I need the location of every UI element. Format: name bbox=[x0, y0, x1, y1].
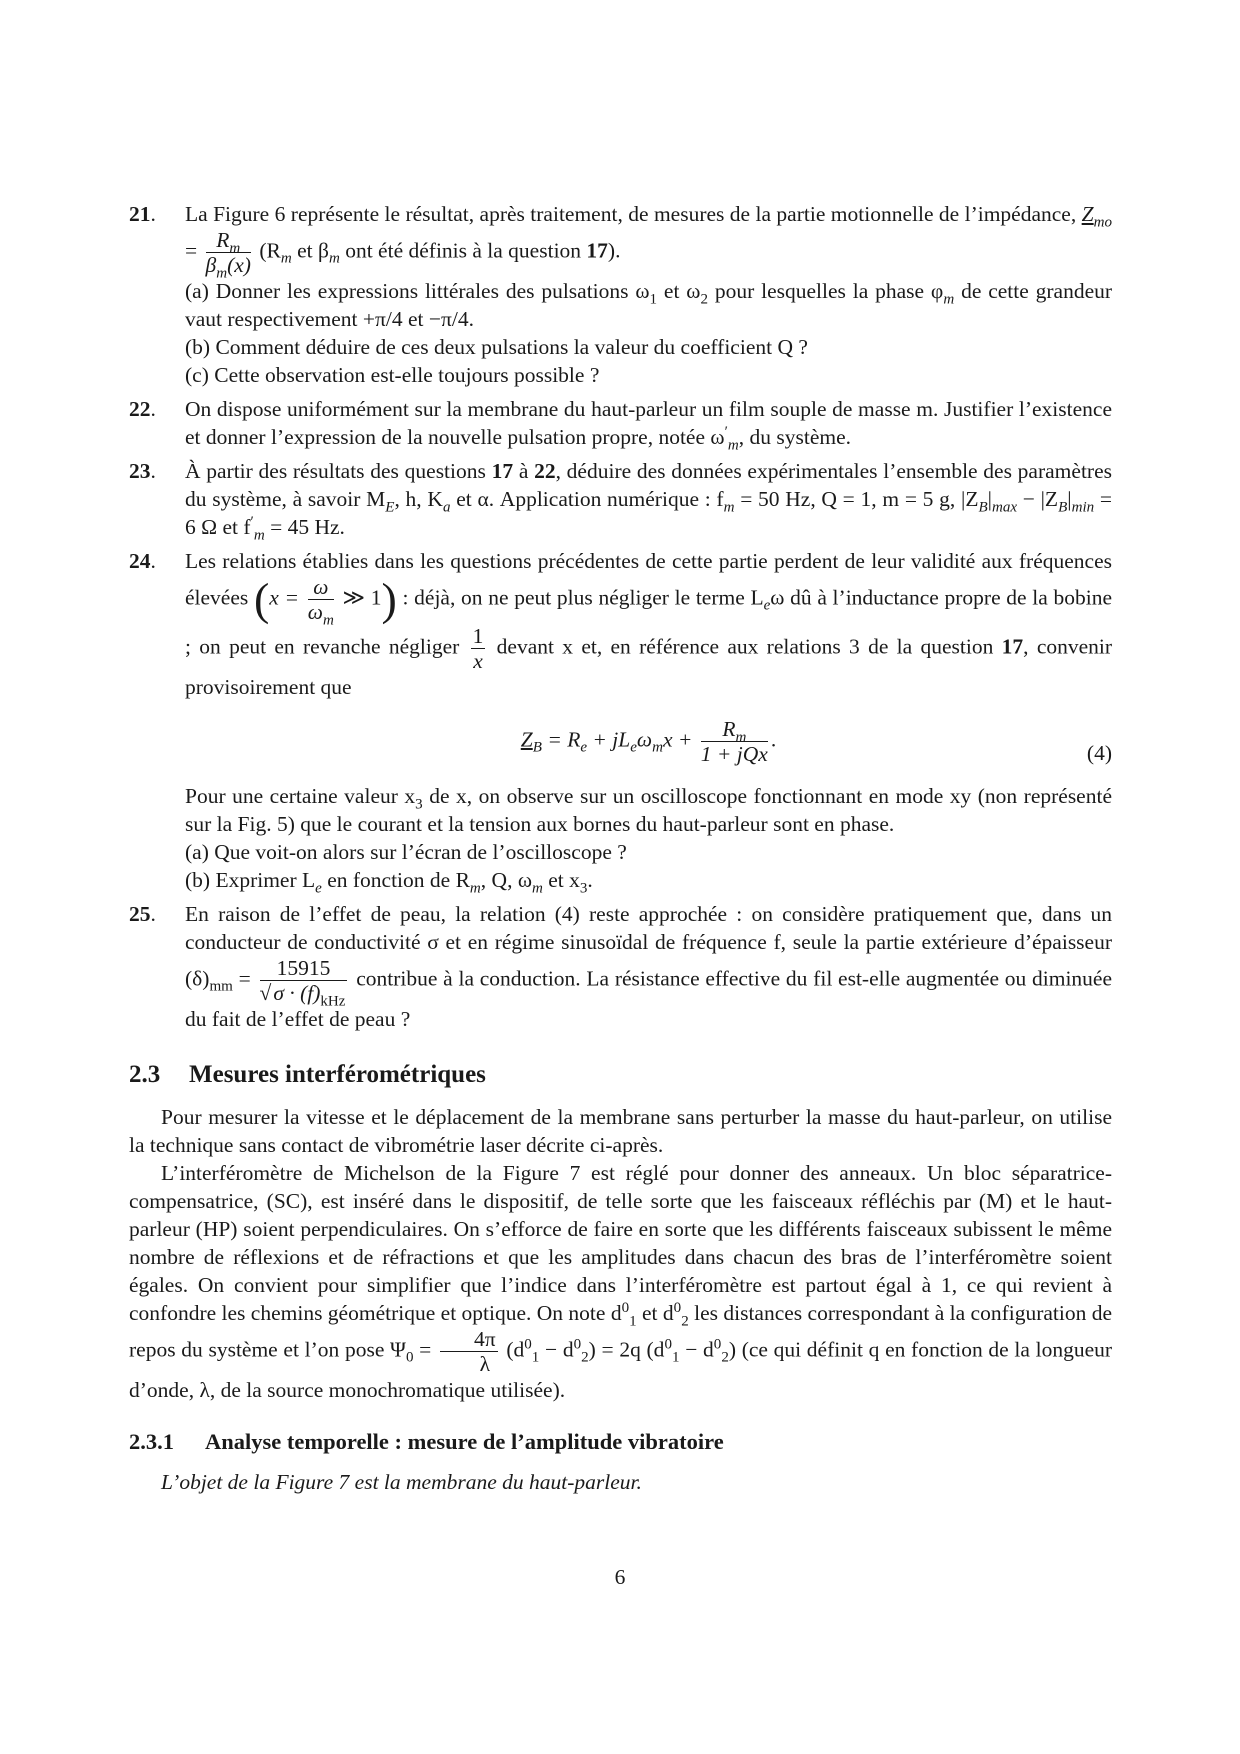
text: : déjà, on ne peut plus négliger le terme L bbox=[402, 585, 764, 610]
text: contribue à la conduction. La résistance effective du fil est-elle augmentée ou diminuée du fait de l’effet de peau ? bbox=[185, 966, 1113, 1031]
subscript: m bbox=[216, 265, 228, 282]
sub-question-b bbox=[185, 866, 1112, 897]
question-23 bbox=[129, 457, 1113, 544]
fraction-denominator: 1 + jQx bbox=[700, 742, 768, 766]
section-heading bbox=[129, 1061, 1112, 1089]
question-number: 21 . bbox=[129, 200, 156, 228]
fraction-numerator: 1 bbox=[472, 624, 484, 648]
text: Pour une certaine valeur x bbox=[185, 784, 416, 808]
question-text: En raison de l’effet de peau, la relation (4) reste approchée : on considère pratiquement que, dans un conducteur de conductivité σ et en régime sinusoïdal de fréquence f, seule la partie extérieure d’épaisseur (δ) bbox=[185, 902, 1112, 991]
fraction bbox=[440, 1327, 498, 1376]
text: les distances correspondant à la configuration de repos du système et l’on pose Ψ bbox=[129, 1301, 1113, 1362]
text: L’interféromètre de Michelson de la Figure 7 est réglé pour donner des anneaux. Un bloc séparatrice-compensatrice, (SC), est inséré dans le dispositif, de telle sorte que les faisceaux réfléchis par (M) et le haut-parleur (HP) soient perpendiculaires. On s’efforce de faire en sorte que les différents faisceaux subissent le même nombre de réflexions et de réfractions et que les amplitudes dans chacun des bras de l’interféromètre soient égales. On convient pour simplifier que l’indice dans l’interféromètre est partout égal à 1, ce qui revient à confondre les chemins géométrique et optique. On note d bbox=[129, 1161, 1112, 1325]
question-text: On dispose uniformément sur la membrane du haut-parleur un film souple de masse m. Justifier l’existence et donner l’expression de la nouvelle pulsation propre, notée ω bbox=[185, 397, 1112, 449]
subscript: 2 bbox=[681, 1313, 689, 1330]
subscript: 2 bbox=[700, 291, 708, 308]
subscript: 3 bbox=[415, 796, 423, 813]
text: à bbox=[518, 459, 529, 483]
paren-close: ) bbox=[381, 573, 397, 625]
subscript: mm bbox=[209, 978, 233, 995]
text: ≫ 1 bbox=[342, 585, 382, 610]
text: | bbox=[1067, 487, 1072, 511]
superscript: 0 bbox=[573, 1336, 582, 1353]
equation-number: (4) bbox=[1086, 741, 1112, 765]
equation-term: = R bbox=[547, 727, 581, 752]
question-text: À partir des résultats des questions bbox=[185, 459, 486, 483]
text: , convenir provisoirement que bbox=[185, 634, 1113, 699]
superscript: 0 bbox=[621, 1299, 630, 1316]
subscript: mo bbox=[1093, 214, 1113, 231]
text: ). bbox=[607, 238, 621, 263]
main-content bbox=[129, 200, 1112, 1496]
equation-lhs: Z bbox=[520, 727, 533, 752]
fraction bbox=[307, 575, 334, 629]
subscript: m bbox=[322, 612, 334, 629]
section-number: 2.3 bbox=[129, 1061, 161, 1088]
text: de x, on observe sur un oscilloscope fonctionnant en mode xy (non représenté sur la Fig. 5) que le courant et la tension aux bornes du haut-parleur sont en phase. bbox=[185, 784, 1112, 836]
subscript: m bbox=[727, 437, 739, 454]
question-24 bbox=[129, 547, 1113, 897]
paragraph: Pour mesurer la vitesse et le déplacement de la membrane sans perturber la masse du haut-parleur, on utilise la technique sans contact de vibrométrie laser décrite ci-après. bbox=[129, 1105, 1112, 1157]
question-number: 24 . bbox=[129, 547, 156, 575]
text: et α. Application numérique : f bbox=[456, 487, 724, 511]
fraction-denominator: x bbox=[473, 649, 483, 673]
question-text: La Figure 6 représente le résultat, après traitement, de mesures de la partie motionnelle de l’impédance, bbox=[185, 202, 1077, 226]
subscript: m bbox=[328, 250, 340, 267]
text: = 50 Hz, Q = 1, m = 5 g, |Z bbox=[740, 487, 979, 511]
subscript: e bbox=[763, 597, 771, 614]
text: ont été définis à la question bbox=[345, 238, 582, 263]
sub-question-a: (a) Que voit-on alors sur l’écran de l’oscilloscope ? bbox=[185, 840, 627, 864]
fraction-numerator: 15915 bbox=[260, 956, 348, 981]
text: (a) Donner les expressions littérales des pulsations ω bbox=[185, 279, 650, 303]
question-number: 22 . bbox=[129, 395, 156, 423]
fraction-denominator: σ · (f) bbox=[273, 981, 321, 1005]
equation-term: ω bbox=[636, 727, 653, 752]
equation-4 bbox=[185, 717, 1112, 766]
subscript: m bbox=[253, 527, 265, 544]
question-text: Les relations établies dans les questions précédentes de cette partie perdent de leur validité aux fréquences élevées bbox=[185, 549, 1112, 610]
paren-open: ( bbox=[253, 573, 270, 625]
fraction bbox=[205, 228, 251, 282]
subscript: 2 bbox=[721, 1349, 729, 1366]
equation-term: + jL bbox=[592, 727, 631, 752]
subscript: m bbox=[531, 880, 543, 897]
text: devant x et, en référence aux relations 3 de la question bbox=[496, 634, 994, 659]
text: ω dû à l’inductance propre de la bobine ; on peut en revanche négliger bbox=[185, 585, 1113, 659]
subsection-heading bbox=[129, 1428, 1112, 1456]
superscript: 0 bbox=[664, 1336, 672, 1353]
superscript: 0 bbox=[524, 1336, 532, 1353]
impedance-symbol: Z bbox=[1081, 202, 1094, 226]
subscript: 1 bbox=[531, 1349, 540, 1366]
italic-note: L’objet de la Figure 7 est la membrane du haut-parleur. bbox=[161, 1470, 642, 1494]
fraction-denominator: ω bbox=[307, 600, 323, 624]
subscript: max bbox=[991, 499, 1018, 516]
text: et β bbox=[297, 238, 329, 263]
text: . bbox=[587, 868, 593, 892]
question-number: 23 . bbox=[129, 457, 156, 485]
paragraph bbox=[185, 782, 1112, 838]
text: . bbox=[770, 727, 777, 752]
subscript: m bbox=[469, 880, 481, 897]
text: = 6 Ω et f bbox=[185, 487, 1113, 539]
subscript: B bbox=[978, 499, 988, 516]
text: de cette grandeur vaut respectivement +π/4 et −π/4. bbox=[185, 279, 1113, 331]
text: et x bbox=[548, 868, 580, 892]
subscript: kHz bbox=[320, 993, 346, 1010]
page-number: 6 bbox=[614, 1565, 626, 1589]
subscript: B bbox=[532, 739, 542, 756]
text: , Q, ω bbox=[480, 868, 532, 892]
subscript: 2 bbox=[581, 1349, 589, 1366]
question-22 bbox=[129, 395, 1112, 454]
sub-question-c: (c) Cette observation est-elle toujours possible ? bbox=[185, 363, 600, 387]
fraction-numerator: R bbox=[722, 717, 736, 741]
text: en fonction de R bbox=[327, 868, 470, 892]
text: = 45 Hz. bbox=[270, 515, 345, 539]
sub-question-b: (b) Comment déduire de ces deux pulsations la valeur du coefficient Q ? bbox=[185, 335, 808, 359]
equation-term: x + bbox=[662, 727, 693, 752]
subscript: B bbox=[1058, 499, 1068, 516]
subscript: m bbox=[735, 729, 747, 746]
subscript: m bbox=[943, 291, 955, 308]
question-21: 21 . La Figure 6 représente le résultat, après traitement, de mesures de la partie motionnelle de l’impédance, $Z_{mo}$ = $\frac{R_m}{\beta_m(x)}$ ($R_m$ et $\beta_m$ ont été définis à la question 17). (a) Donner les expressions littérales des pulsations $\omega_1$ et $\omega_2$ pour lesquelles la phase $\varphi_m$ de cette grandeur vaut respectivement +π/4 et −π/4. (b) Comment déduire de ces deux pulsations la valeur du coefficient Q ? (c) Cette observation est-elle toujours possible ? bbox=[129, 200, 1112, 389]
subscript: a bbox=[442, 499, 451, 516]
superscript: 0 bbox=[673, 1299, 682, 1316]
text: (b) Exprimer L bbox=[185, 868, 316, 892]
section-number: 2.3.1 bbox=[129, 1429, 174, 1454]
subscript: m bbox=[723, 499, 735, 516]
text: = bbox=[419, 1337, 432, 1362]
question-reference: 22 bbox=[534, 459, 556, 483]
superscript: ′ bbox=[250, 513, 254, 530]
subscript: m bbox=[229, 240, 241, 257]
question-reference: 17 bbox=[1001, 634, 1024, 659]
text: x = bbox=[269, 585, 300, 610]
fraction-numerator: 4π bbox=[440, 1327, 498, 1352]
subscript: 0 bbox=[405, 1349, 414, 1366]
text: − d bbox=[545, 1337, 574, 1362]
subscript: 1 bbox=[671, 1349, 680, 1366]
fraction-denominator: λ bbox=[479, 1352, 491, 1376]
text: ) = 2q (d bbox=[588, 1337, 665, 1362]
fraction bbox=[701, 717, 768, 766]
subscript: 1 bbox=[649, 291, 658, 308]
sub-question-a bbox=[185, 277, 1112, 333]
text: (d bbox=[506, 1337, 525, 1362]
text: − |Z bbox=[1022, 487, 1059, 511]
fraction-arg: (x) bbox=[227, 253, 251, 277]
text: et ω bbox=[663, 279, 701, 303]
fraction-numerator: ω bbox=[308, 575, 334, 600]
question-25 bbox=[129, 900, 1112, 1033]
paragraph bbox=[129, 1159, 1112, 1404]
text: ) (ce qui définit q en fonction de la longueur d’onde, λ, de la source monochromatique utilisée). bbox=[129, 1337, 1113, 1402]
subscript: m bbox=[652, 739, 663, 756]
text: (R bbox=[259, 238, 281, 263]
subscript: e bbox=[630, 739, 637, 756]
question-number: 25 . bbox=[129, 900, 156, 928]
text: et d bbox=[642, 1301, 674, 1325]
subscript: 3 bbox=[579, 880, 588, 897]
subscript: min bbox=[1071, 499, 1095, 516]
text: , h, K bbox=[394, 487, 443, 511]
subscript: m bbox=[280, 250, 292, 267]
subscript: 1 bbox=[629, 1313, 637, 1330]
section-title: Mesures interférométriques bbox=[189, 1061, 486, 1088]
subscript: e bbox=[315, 880, 322, 897]
subscript: e bbox=[580, 739, 588, 756]
section-title: Analyse temporelle : mesure de l’amplitude vibratoire bbox=[205, 1429, 724, 1454]
text: | bbox=[987, 487, 992, 511]
superscript: ′ bbox=[724, 423, 728, 440]
subscript: E bbox=[385, 499, 395, 516]
text: − d bbox=[685, 1337, 714, 1362]
question-reference: 17 bbox=[586, 238, 608, 263]
text: , déduire des données expérimentales l’ensemble des paramètres du système, à savoir M bbox=[185, 459, 1112, 511]
question-reference: 17 bbox=[491, 459, 514, 483]
fraction bbox=[471, 624, 486, 673]
text: = bbox=[238, 966, 251, 991]
superscript: 0 bbox=[713, 1336, 722, 1353]
text: , du système. bbox=[738, 425, 852, 449]
fraction-denominator: β bbox=[205, 253, 217, 277]
fraction-numerator: R bbox=[216, 228, 230, 252]
text: pour lesquelles la phase φ bbox=[714, 279, 944, 303]
fraction: $\frac{15915}{√\sigma \cdot (f)_{kHz}}$ bbox=[259, 956, 346, 1010]
